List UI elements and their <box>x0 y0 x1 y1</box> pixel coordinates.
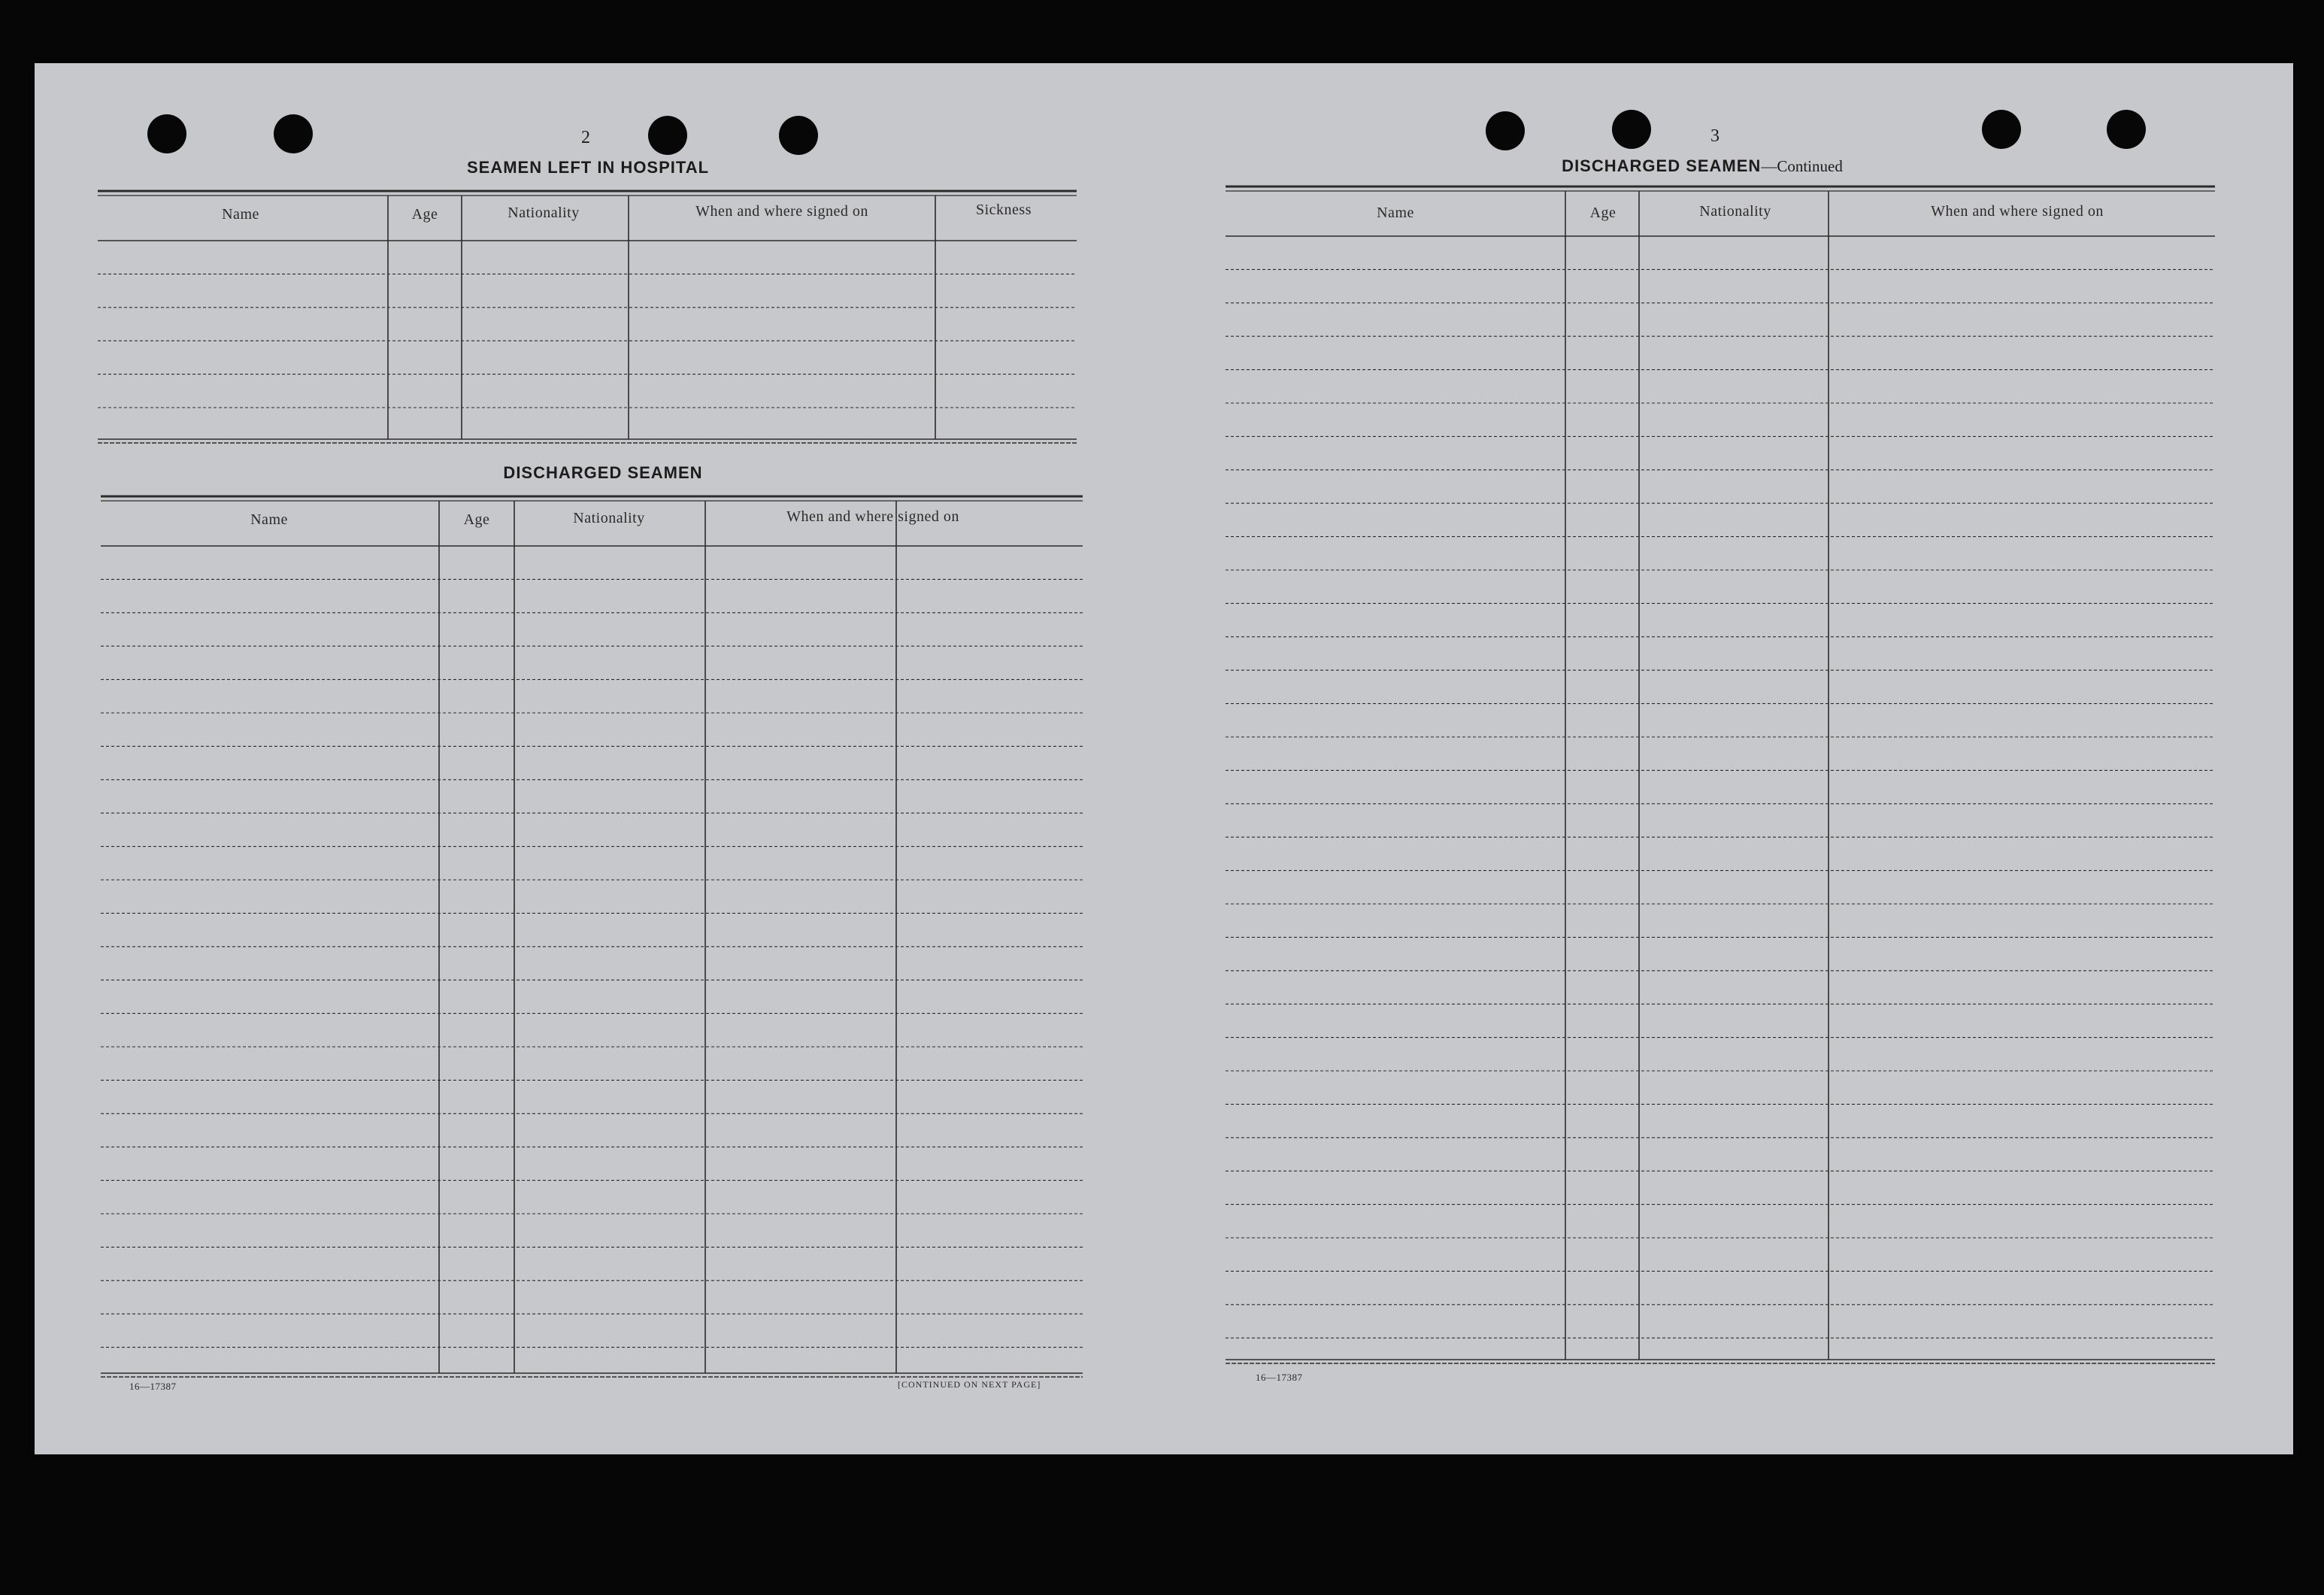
page-number-left: 2 <box>581 128 590 147</box>
form-number-left: 16—17387 <box>129 1381 177 1392</box>
discharged-col-nationality: Nationality <box>573 510 645 526</box>
discharged-section-title: DISCHARGED SEAMEN <box>503 463 703 482</box>
page-number-right: 3 <box>1710 126 1720 146</box>
continued-note: [CONTINUED ON NEXT PAGE] <box>898 1379 1041 1390</box>
punch-hole <box>147 114 186 153</box>
discharged-col-signed-on: When and where signed on <box>786 508 959 525</box>
hospital-col-signed-on: When and where signed on <box>695 203 868 220</box>
hospital-section-title: SEAMEN LEFT IN HOSPITAL <box>466 158 710 177</box>
right-col-age: Age <box>1589 205 1616 221</box>
hospital-col-nationality: Nationality <box>508 205 580 221</box>
form-rules <box>35 63 2293 1454</box>
punch-hole <box>779 116 818 155</box>
discharged-continued-title-main: DISCHARGED SEAMEN <box>1562 156 1762 175</box>
hospital-col-name: Name <box>222 206 259 223</box>
punch-hole <box>274 114 313 153</box>
discharged-col-name: Name <box>250 511 288 528</box>
discharged-continued-title-suffix: —Continued <box>1761 157 1843 175</box>
discharged-continued-title <box>1562 156 1843 176</box>
discharged-col-age: Age <box>463 511 490 528</box>
hospital-col-age: Age <box>411 206 438 223</box>
punch-hole <box>2107 110 2146 149</box>
right-col-name: Name <box>1377 205 1414 221</box>
right-col-signed-on: When and where signed on <box>1931 203 2104 220</box>
document-sheet <box>35 63 2293 1454</box>
punch-hole <box>1982 110 2021 149</box>
right-col-nationality: Nationality <box>1699 203 1771 220</box>
form-number-right: 16—17387 <box>1256 1372 1303 1383</box>
punch-hole <box>1486 111 1525 150</box>
hospital-col-sickness: Sickness <box>976 202 1032 218</box>
punch-hole <box>1612 110 1651 149</box>
punch-hole <box>648 116 687 155</box>
